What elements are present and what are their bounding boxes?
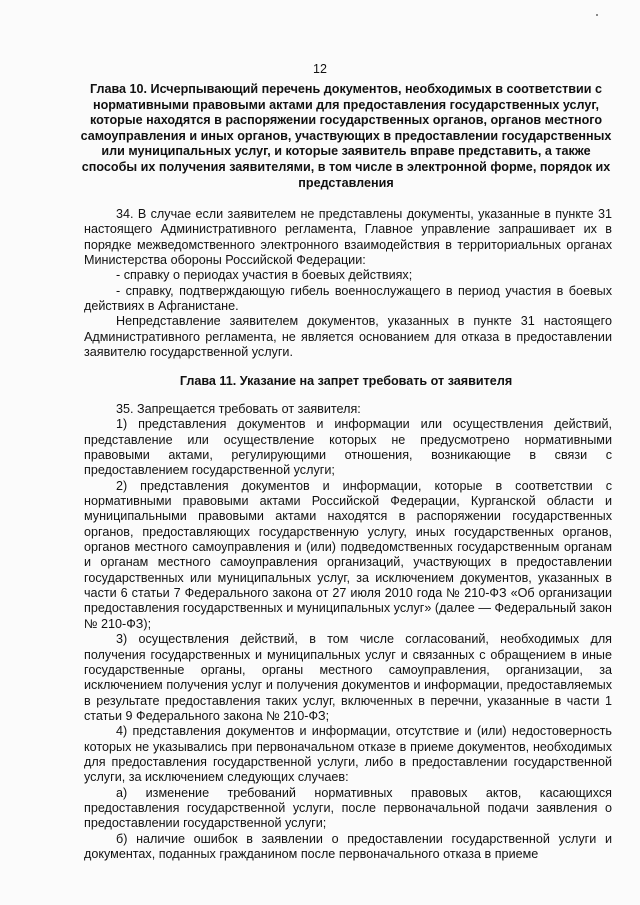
chapter-10-body — [84, 207, 612, 360]
page-number: 12 — [313, 62, 327, 76]
item-4a: а) изменение требований нормативных правовых актов, касающихся предоставления государственной услуги, после первоначальной подачи заявления о предоставлении государственной услуги; — [84, 785, 612, 831]
chapter-10-heading: Глава 10. Исчерпывающий перечень документов, необходимых в соответствии с нормативными правовыми актами для предоставления государственных услуг, которые находятся в распоряжении государственных органов, органов местного самоуправления и иных органов, участвующих в предоставлении государственных или муниципальных услуг, и которые заявитель вправе представить, а также способы их получения заявителями, в том числе в электронной форме, порядок их представления — [80, 82, 612, 190]
item-3: 3) осуществления действий, в том числе согласований, необходимых для получения государственных и муниципальных услуг и связанных с обращением в иные государственные органы, органы местного самоуправления, организации, за исключением получения услуг и получения документов и информации, предоставляемых в результате предоставления таких услуг, включенных в перечни, указанные в части 1 статьи 9 Федерального закона № 210-ФЗ; — [84, 632, 612, 723]
item-4: 4) представления документов и информации, отсутствие и (или) недостоверность которых не указывались при первоначальном отказе в приеме документов, необходимых для предоставления государственной услуги, либо в предоставлении государственной услуги, за исключением следующих случаев: — [84, 724, 612, 785]
paragraph-34: 34. В случае если заявителем не представлены документы, указанные в пункте 31 настоящего Административного регламента, Главное управление запрашивает их в порядке межведомственного электронного взаимодействия в территориальных органах Министерства обороны Российской Федерации: — [84, 207, 612, 268]
chapter-11-heading: Глава 11. Указание на запрет требовать от заявителя — [179, 374, 513, 388]
item-1: 1) представления документов и информации или осуществления действий, представление или осуществление которых не предусмотрено нормативными правовыми актами, регулирующими отношения, возникающие в связи с предоставлением государственной услуги; — [84, 417, 612, 478]
list-item-death-certificate: - справку, подтверждающую гибель военнослужащего в период участия в боевых действиях в Афганистане. — [84, 283, 612, 314]
paragraph-35: 35. Запрещается требовать от заявителя: — [116, 402, 361, 416]
list-item-combat-periods: - справку о периодах участия в боевых действиях; — [116, 268, 413, 283]
chapter-11-body — [84, 402, 612, 862]
item-2: 2) представления документов и информации, которые в соответствии с нормативными правовыми актами Российской Федерации, Курганской области и муниципальными правовыми актами находятся в распоряжении государственных органов, предоставляющих государственную услугу, иных государственных органов, органов местного самоуправления и (или) подведомственных государственным органам и органам местного самоуправления организаций, участвующих в предоставлении государственных или муниципальных услуг, за исключением документов, указанных в части 6 статьи 7 Федерального закона от 27 июля 2010 года № 210-ФЗ «Об организации предоставления государственных и муниципальных услуг» (далее — Федеральный закон № 210-ФЗ); — [84, 478, 612, 631]
item-4b: б) наличие ошибок в заявлении о предоставлении государственной услуги и документах, поданных гражданином после первоначального отказа в приеме — [84, 831, 612, 861]
paragraph-non-submission: Непредставление заявителем документов, указанных в пункте 31 настоящего Административного регламента, не является основанием для отказа в предоставлении заявителю государственной услуги. — [84, 314, 612, 360]
scan-speck — [596, 14, 598, 16]
